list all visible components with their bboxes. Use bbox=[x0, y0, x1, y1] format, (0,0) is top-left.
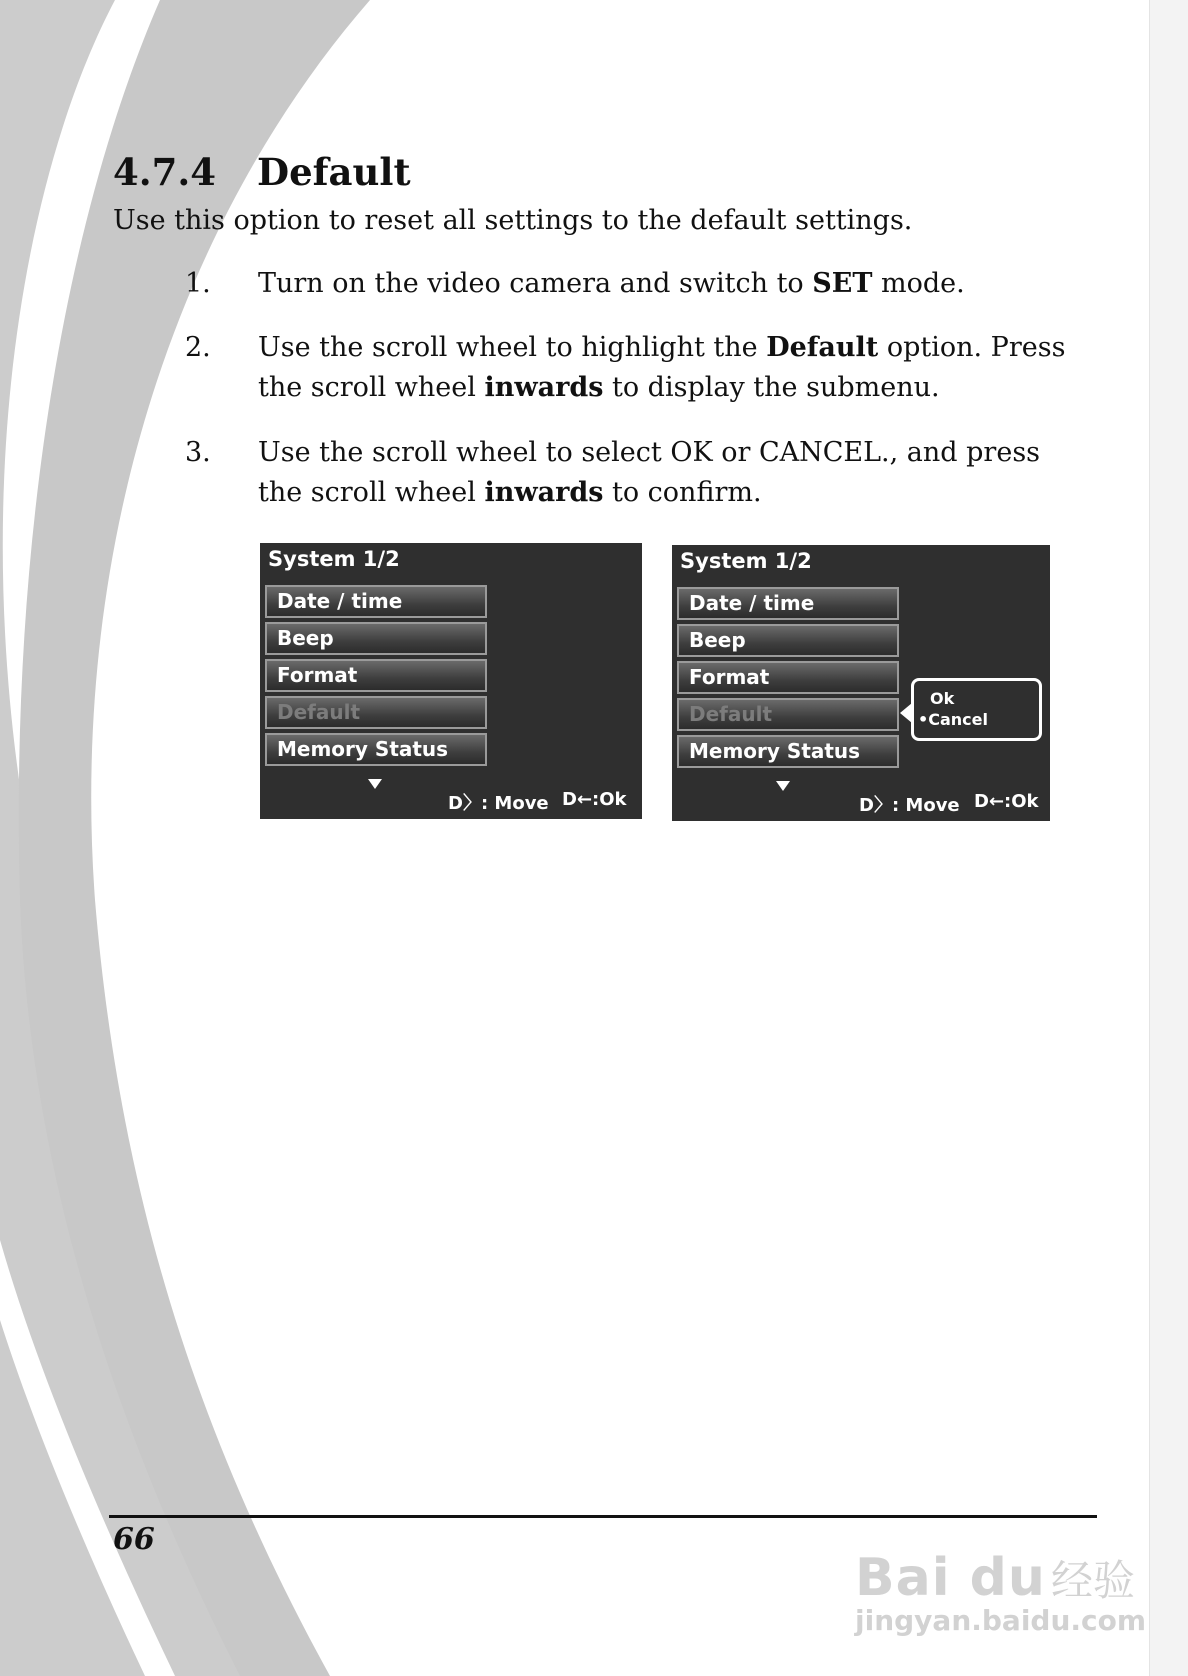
menu-item-format: Format bbox=[677, 661, 899, 694]
step-text: Use the scroll wheel to highlight the Default option. Press the scroll wheel inwards to display the submenu. bbox=[258, 332, 1066, 403]
intro-paragraph: Use this option to reset all settings to the default settings. bbox=[113, 205, 913, 236]
popup-option-cancel: •Cancel bbox=[918, 710, 988, 729]
scroll-down-arrow-icon bbox=[776, 781, 790, 791]
menu-item-format: Format bbox=[265, 659, 487, 692]
screen-title: System 1/2 bbox=[680, 549, 812, 573]
default-confirm-popup bbox=[911, 678, 1042, 741]
scroll-press-icon: D← bbox=[562, 789, 593, 810]
hint-ok: D←:Ok bbox=[562, 789, 627, 810]
hint-ok: D←:Ok bbox=[974, 791, 1039, 812]
camera-screen-menu bbox=[260, 543, 642, 819]
scroll-wheel-icon: D〉 bbox=[448, 793, 481, 814]
hint-move: D〉: Move bbox=[448, 793, 549, 814]
menu-item-default: Default bbox=[265, 696, 487, 729]
hint-move: D〉: Move bbox=[859, 795, 960, 816]
popup-option-ok: Ok bbox=[930, 689, 955, 708]
step-text: Use the scroll wheel to select OK or CANCEL., and press the scroll wheel inwards to confirm. bbox=[258, 437, 1041, 508]
menu-item-beep: Beep bbox=[677, 624, 899, 657]
menu-item-date-time: Date / time bbox=[265, 585, 487, 618]
popup-pointer-icon bbox=[900, 703, 912, 723]
step-index: 1. bbox=[185, 268, 211, 299]
menu-item-memory-status: Memory Status bbox=[677, 735, 899, 768]
watermark-url: jingyan.baidu.com bbox=[855, 1604, 1147, 1637]
step-index: 2. bbox=[185, 332, 211, 363]
menu-item-memory-status: Memory Status bbox=[265, 733, 487, 766]
section-number: 4.7.4 bbox=[113, 150, 216, 194]
menu-item-date-time: Date / time bbox=[677, 587, 899, 620]
section-heading bbox=[113, 150, 411, 194]
step-text: Turn on the video camera and switch to SET mode. bbox=[258, 268, 965, 299]
baidu-watermark bbox=[855, 1548, 1146, 1637]
scroll-down-arrow-icon bbox=[368, 779, 382, 789]
section-title: Default bbox=[257, 150, 411, 194]
menu-item-default: Default bbox=[677, 698, 899, 731]
menu-item-beep: Beep bbox=[265, 622, 487, 655]
watermark-brand: Bai du bbox=[855, 1548, 1046, 1608]
footer-rule bbox=[109, 1515, 1097, 1518]
scroll-wheel-icon: D〉 bbox=[859, 795, 892, 816]
camera-screen-submenu bbox=[672, 545, 1050, 821]
screen-title: System 1/2 bbox=[268, 547, 400, 571]
watermark-brand-cn: 经验 bbox=[1051, 1556, 1136, 1605]
scroll-press-icon: D← bbox=[974, 791, 1005, 812]
step-index: 3. bbox=[185, 437, 211, 468]
selection-dot-icon: • bbox=[918, 710, 929, 729]
page-number: 66 bbox=[113, 1522, 155, 1557]
